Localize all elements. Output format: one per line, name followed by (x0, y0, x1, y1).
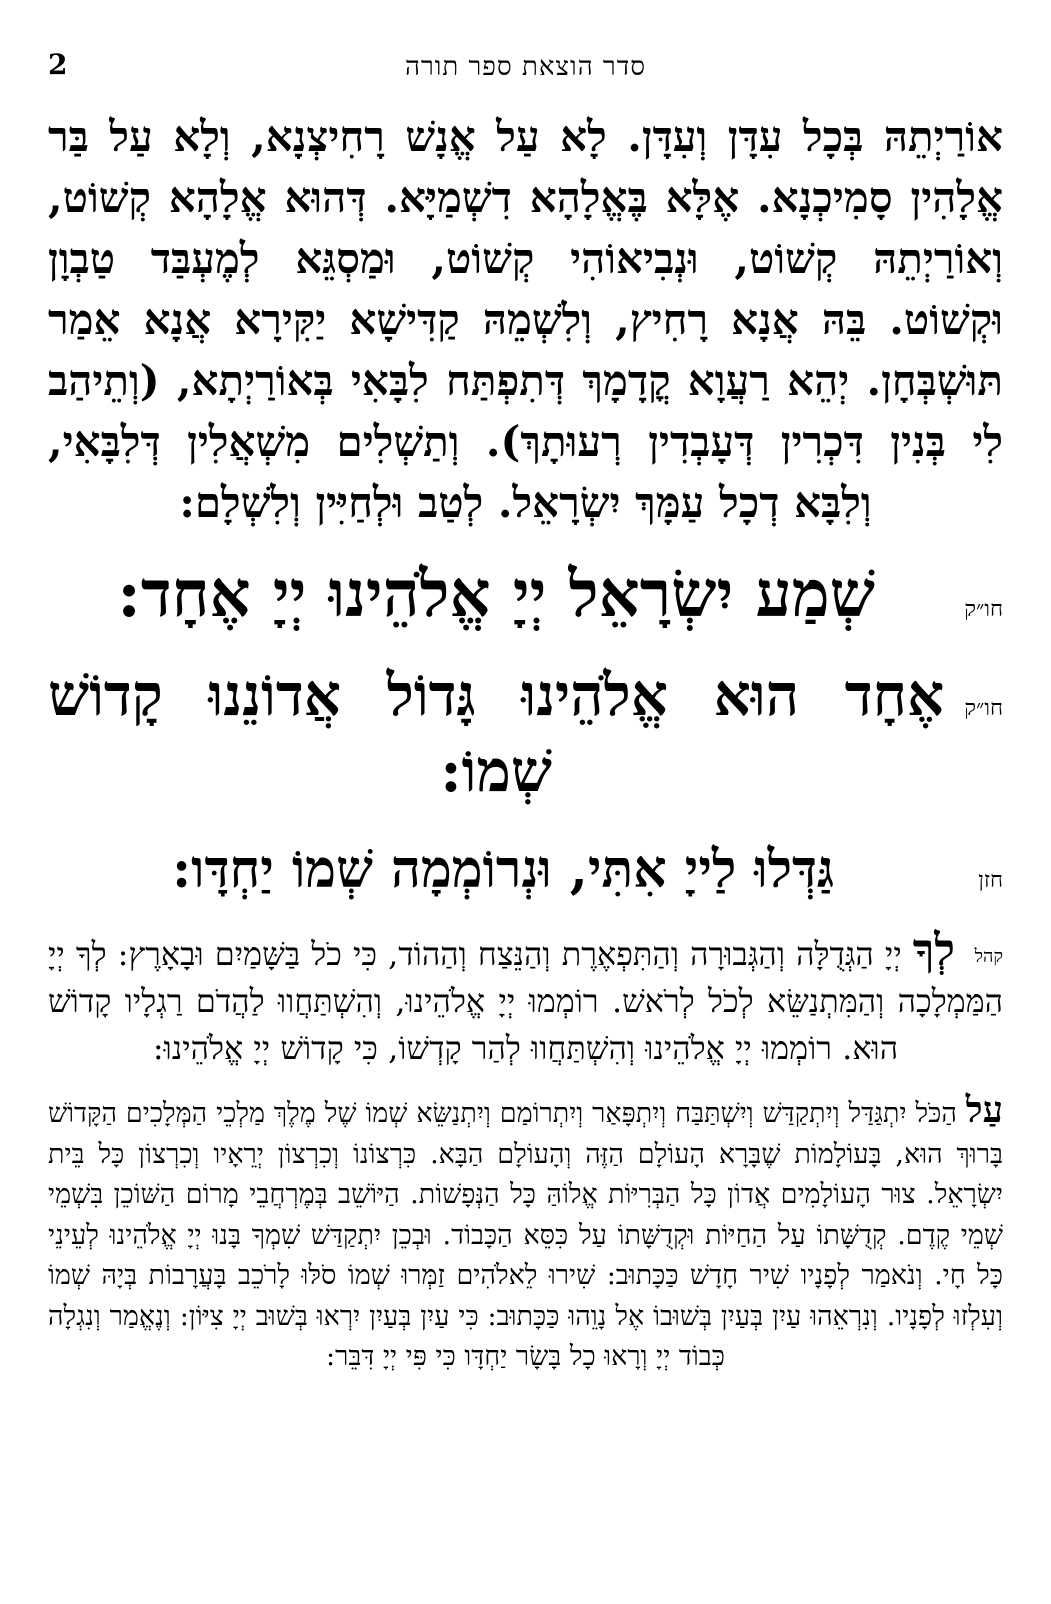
al-hakol-text: הַכֹּל יִתְגַּדַּל וְיִתְקַדַּשׁ וְיִשְׁתַּבַּח וְיִתְפָּאַר וְיִתְרוֹמַם וְיִתְנַשֵּׂא שְׁמוֹ שֶׁל מֶלֶךְ מַלְכֵי הַמְּלָכִים הַקָּדוֹשׁ בָּרוּךְ הוּא, בָּעוֹלָמוֹת שֶׁבָּרָא הָעוֹלָם הַזֶּה וְהָעוֹלָם הַבָּא. כִּרְצוֹנוֹ וְכִרְצוֹן יְרֵאָיו וְכִרְצוֹן כָּל בֵּית יִשְׂרָאֵל. צוּר הָעוֹלָמִים אֲדוֹן כָּל הַבְּרִיּוֹת אֱלוֹהַּ כָּל הַנְּפָשׁוֹת. הַיּוֹשֵׁב בְּמֶרְחֲבֵי מָרוֹם הַשּׁוֹכֵן בִּשְׁמֵי שְׁמֵי קֶדֶם. קְדֻשָּׁתוֹ עַל הַחַיּוֹת וּקְדֻשָּׁתוֹ עַל כִּסֵּא הַכָּבוֹד. וּבְכֵן יִתְקַדַּשׁ שִׁמְךָ בָּנוּ יְיָ אֱלֹהֵינוּ לְעֵינֵי כָּל חָי. וְנֹאמַר לְפָנָיו שִׁיר חָדָשׁ כַּכָּתוּב: שִׁירוּ לֵאלֹהִים זַמְּרוּ שְׁמוֹ סֹלּוּ לָרֹכֵב בָּעֲרָבוֹת בְּיָהּ שְׁמוֹ וְעִלְזוּ לְפָנָיו. וְנִרְאֵהוּ עַיִן בְּעַיִן בְּשׁוּבוֹ אֶל נָוֵהוּ כַּכָּתוּב: כִּי עַיִן בְּעַיִן יִרְאוּ בְּשׁוּב יְיָ צִיּוֹן: וְנֶאֱמַר וְנִגְלָה כְּבוֹד יְיָ וְרָאוּ כָל בָּשָׂר יַחְדָּו כִּי פִּי יְיָ דִּבֵּר: (48, 1098, 1003, 1372)
echad-line (48, 657, 1003, 809)
gadlu-text: גַּדְּלוּ לַייָ אִתִּי, וּנְרוֹמְמָה שְׁמוֹ יַחְדָּו: (171, 839, 835, 900)
shema-role-label: חו״ק (964, 597, 1003, 622)
al-hakol-paragraph (48, 1090, 1003, 1378)
gadlu-line (48, 835, 1003, 905)
section-title: סדר הוצאת ספר תורה (405, 52, 646, 82)
al-hakol-first-word: עַל (965, 1089, 1003, 1131)
page-header (48, 40, 1003, 98)
shema-line (48, 555, 1003, 635)
echad-text: אֶחָד הוּא אֱלֹהֵינוּ גָּדוֹל אֲדוֹנֵנוּ קָדוֹשׁ שְׁמוֹ: (48, 661, 945, 805)
echad-role-label: חו״ק (964, 696, 1003, 721)
lecha-body (48, 927, 1003, 1072)
lecha-first-word: לְךָ (912, 925, 955, 976)
lecha-paragraph (48, 927, 1003, 1072)
aramaic-paragraph: אוֹרַיְתֵהּ בְּכָל עִדָּן וְעִדָּן. לָא עַל אֱנָשׁ רָחִיצְנָא, וְלָא עַל בַּר אֱלָהִין סָמִיכְנָא. אֶלָּא בֶּאֱלָהָא דִשְׁמַיָּא. דְּהוּא אֱלָהָא קְשׁוֹט, וְאוֹרַיְתֵהּ קְשׁוֹט, וּנְבִיאוֹהִי קְשׁוֹט, וּמַסְגֵּא לְמֶעְבַּד טַבְוָן וּקְשׁוֹט. בֵּהּ אֲנָא רָחִיץ, וְלִשְׁמֵהּ קַדִּישָׁא יַקִּירָא אֲנָא אֵמַר תּוּשְׁבְּחָן. יְהֵא רַעֲוָא קֳדָמָךְ דְּתִפְתַּח לִבָּאִי בְּאוֹרַיְתָא, (וְתֵיהַב לִי בְּנִין דִּכְרִין דְּעָבְדִין רְעוּתָךְ). וְתַשְׁלִים מִשְׁאֲלִין דְּלִבָּאִי, וְלִבָּא דְכָל עַמָּךְ יִשְׂרָאֵל. לְטַב וּלְחַיִּין וְלִשְׁלָם: (48, 112, 1003, 527)
lecha-text: יְיָ הַגְּדֻלָּה וְהַגְּבוּרָה וְהַתִּפְאֶרֶת וְהַנֵּצַח וְהַהוֹד, כִּי כֹל בַּשָּׁמַיִם וּבָאָרֶץ: לְךָ יְיָ הַמַּמְלָכָה וְהַמִּתְנַשֵּׂא לְכֹל לְרֹאשׁ. רוֹמְמוּ יְיָ אֱלֹהֵינוּ, וְהִשְׁתַּחֲווּ לַהֲדֹם רַגְלָיו קָדוֹשׁ הוּא. רוֹמְמוּ יְיָ אֱלֹהֵינוּ וְהִשְׁתַּחֲווּ לְהַר קָדְשׁוֹ, כִּי קָדוֹשׁ יְיָ אֱלֹהֵינוּ: (48, 935, 1003, 1067)
lecha-role-label: קהל (974, 946, 1003, 967)
shema-text: שְׁמַע יִשְׂרָאֵל יְיָ אֱלֹהֵינוּ יְיָ אֶחָד: (117, 557, 875, 632)
gadlu-role-label: חזן (978, 868, 1003, 893)
page-number: 2 (48, 48, 68, 81)
prayer-book-page (48, 40, 1003, 1580)
